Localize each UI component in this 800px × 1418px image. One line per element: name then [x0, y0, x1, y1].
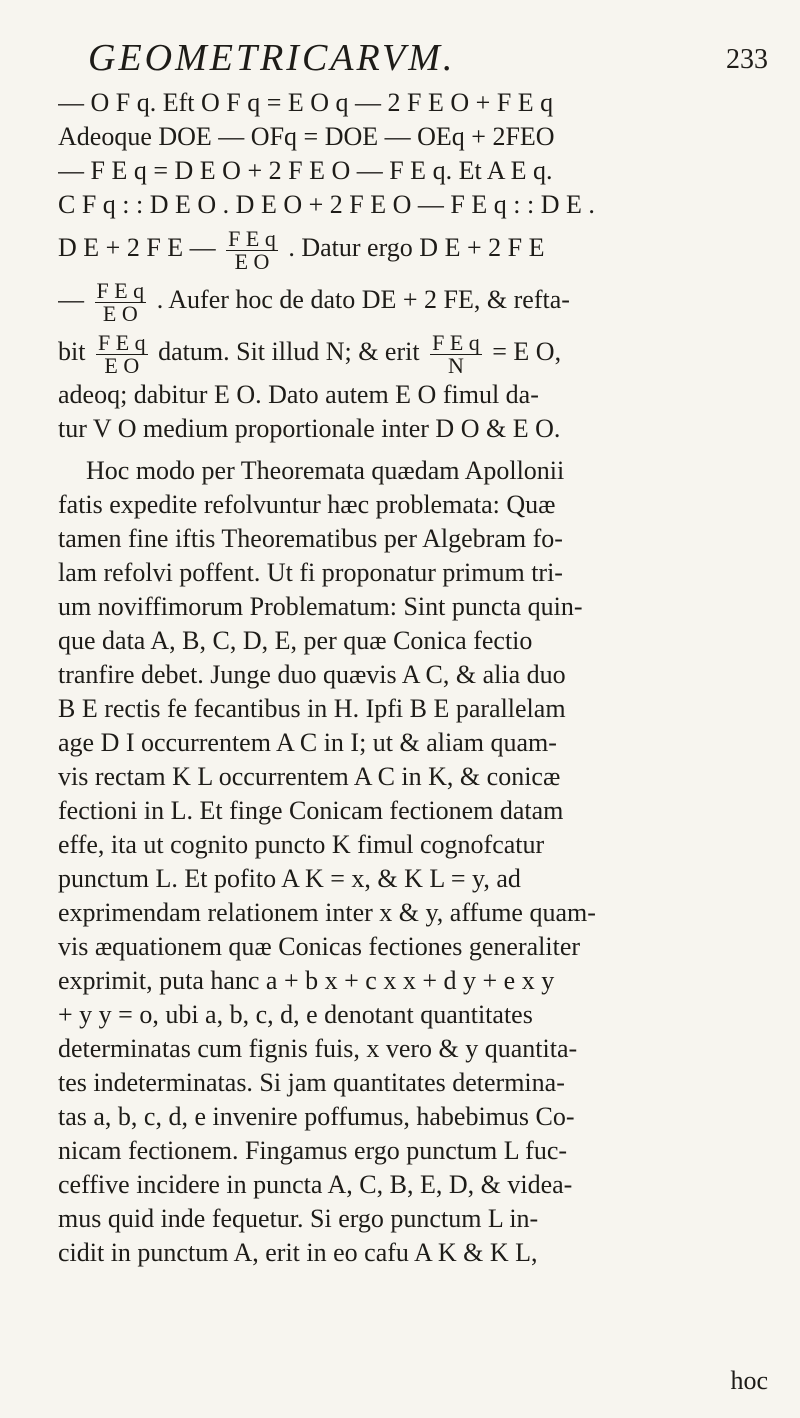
fraction-denominator: E O [102, 300, 138, 326]
running-title: GEOMETRICARVM. [88, 37, 456, 79]
text-line: effe, ita ut cognito puncto K fimul cognofcatur [58, 830, 545, 859]
text-line: B E rectis fe fecantibus in H. Ipfi B E parallelam [58, 694, 566, 723]
text-block [58, 86, 770, 1270]
text-line: tranfire debet. Junge duo quævis A C, & alia duo [58, 660, 566, 689]
fraction-denominator: E O [234, 248, 270, 274]
math-line [58, 326, 770, 378]
fraction-denominator: N [447, 352, 464, 378]
text-line: — F E q = D E O + 2 F E O — F E q. Et A E q. [58, 156, 553, 185]
fraction-numerator: F E q [228, 225, 276, 251]
text-line: exprimendam relationem inter x & y, affume quam- [58, 898, 596, 927]
text-line: lam refolvi poffent. Ut fi proponatur primum tri- [58, 558, 563, 587]
text-line: tur V O medium proportionale inter D O & E O. [58, 414, 561, 443]
text-line: Adeoque DOE — OFq = DOE — OEq + 2FEO [58, 122, 555, 151]
paragraph [58, 454, 770, 1270]
fraction [95, 277, 147, 326]
text-line: determinatas cum fignis fuis, x vero & y quantita- [58, 1034, 578, 1063]
fraction-numerator: F E q [97, 329, 146, 355]
fraction [430, 329, 482, 378]
text-line: cidit in punctum A, erit in eo cafu A K & K L, [58, 1238, 538, 1267]
text-line: C F q : : D E O . D E O + 2 F E O — F E q : : D E . [58, 190, 595, 219]
text-line: fatis expedite refolvuntur hæc problemata: Quæ [58, 490, 556, 519]
text-line: nicam fectionem. Fingamus ergo punctum L fuc- [58, 1136, 568, 1165]
text-line: punctum L. Et pofito A K = x, & K L = y, ad [58, 864, 521, 893]
text-line: tes indeterminatas. Si jam quantitates determina- [58, 1068, 565, 1097]
fraction [96, 329, 148, 378]
math-text: D E + 2 F E — [58, 233, 216, 262]
text-line: — O F q. Eft O F q = E O q — 2 F E O + F E q [58, 88, 554, 117]
text-line: ceffive incidere in puncta A, C, B, E, D, & videa- [58, 1170, 573, 1199]
math-text: = E O, [492, 337, 562, 366]
text-line: mus quid inde fequetur. Si ergo punctum L in- [58, 1204, 539, 1233]
text-line: tamen fine iftis Theorematibus per Algebram fo- [58, 524, 563, 553]
text-line: age D I occurrentem A C in I; ut & aliam quam- [58, 728, 557, 757]
fraction [226, 225, 278, 274]
text-line: tas a, b, c, d, e invenire poffumus, habebimus Co- [58, 1102, 575, 1131]
math-line [58, 274, 770, 326]
math-text: . Aufer hoc de dato DE + 2 FE, & refta- [156, 285, 570, 314]
math-text: . Datur ergo D E + 2 F E [288, 233, 545, 262]
text-line: exprimit, puta hanc a + b x + c x x + d y + e x y [58, 966, 555, 995]
page-header [88, 36, 768, 82]
text-line: fectioni in L. Et finge Conicam fectionem datam [58, 796, 564, 825]
text-line: vis æquationem quæ Conicas fectiones generaliter [58, 932, 581, 961]
math-text: datum. Sit illud N; & erit [158, 337, 420, 366]
text-line: vis rectam K L occurrentem A C in K, & conicæ [58, 762, 561, 791]
math-line [58, 222, 770, 274]
text-line: adeoq; dabitur E O. Dato autem E O fimul da- [58, 380, 539, 409]
fraction-denominator: E O [104, 352, 140, 378]
fraction-numerator: F E q [432, 329, 480, 355]
catchword: hoc [730, 1366, 768, 1395]
math-text: bit [58, 337, 86, 366]
text-line: Hoc modo per Theoremata quædam Apollonii [86, 456, 565, 485]
page-number: 233 [726, 44, 768, 75]
text-line: + y y = o, ubi a, b, c, d, e denotant quantitates [58, 1000, 533, 1029]
math-text: — [58, 285, 84, 314]
fraction-numerator: F E q [96, 277, 145, 303]
text-line: que data A, B, C, D, E, per quæ Conica fectio [58, 626, 533, 655]
text-line: um noviffimorum Problematum: Sint puncta quin- [58, 592, 583, 621]
